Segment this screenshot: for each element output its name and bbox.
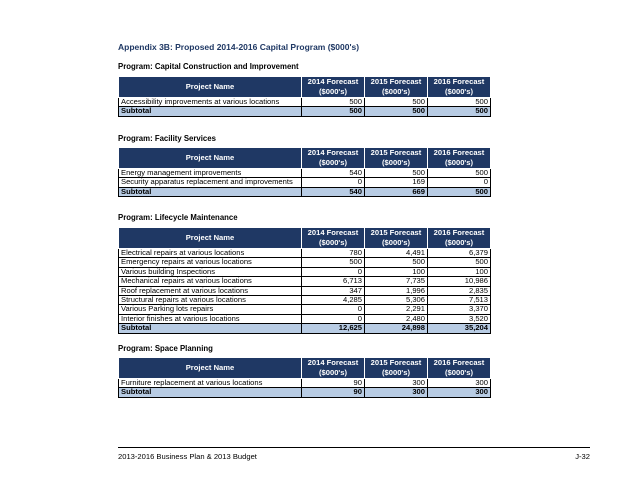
value-2015: 100	[365, 267, 428, 276]
program-title: Program: Space Planning	[118, 344, 213, 353]
header-2016: 2016 Forecast ($000's)	[428, 148, 491, 169]
value-2015: 500	[365, 98, 428, 107]
value-2015: 500	[365, 169, 428, 178]
project-name: Electrical repairs at various locations	[119, 249, 302, 258]
table-row	[119, 267, 491, 276]
table-row	[119, 249, 491, 258]
project-name: Emergency repairs at various locations	[119, 258, 302, 267]
value-2014: 347	[302, 286, 365, 295]
value-2016: 0	[428, 178, 491, 187]
header-2015: 2015 Forecast ($000's)	[365, 148, 428, 169]
subtotal-label: Subtotal	[119, 388, 302, 397]
value-2014: 0	[302, 305, 365, 314]
value-2016: 7,513	[428, 296, 491, 305]
project-name: Various building Inspections	[119, 267, 302, 276]
header-2016: 2016 Forecast ($000's)	[428, 77, 491, 98]
subtotal-row	[119, 187, 491, 196]
header-2016: 2016 Forecast ($000's)	[428, 228, 491, 249]
subtotal-label: Subtotal	[119, 324, 302, 333]
subtotal-label: Subtotal	[119, 187, 302, 196]
table-row	[119, 286, 491, 295]
table-header-row	[119, 77, 491, 98]
project-name: Accessibility improvements at various locations	[119, 98, 302, 107]
value-2016: 3,370	[428, 305, 491, 314]
header-2015: 2015 Forecast ($000's)	[365, 358, 428, 379]
table-header-row	[119, 228, 491, 249]
subtotal-2016: 500	[428, 187, 491, 196]
value-2014: 4,285	[302, 296, 365, 305]
program-title: Program: Capital Construction and Improvement	[118, 62, 299, 71]
header-2014: 2014 Forecast ($000's)	[302, 148, 365, 169]
subtotal-row	[119, 107, 491, 116]
table-row	[119, 178, 491, 187]
value-2015: 7,735	[365, 277, 428, 286]
value-2015: 4,491	[365, 249, 428, 258]
value-2016: 300	[428, 379, 491, 388]
header-2015: 2015 Forecast ($000's)	[365, 77, 428, 98]
subtotal-row	[119, 388, 491, 397]
value-2014: 540	[302, 169, 365, 178]
footer-divider	[118, 447, 590, 448]
footer-page-number: J-32	[575, 452, 590, 461]
subtotal-2014: 12,625	[302, 324, 365, 333]
project-name: Security apparatus replacement and improvements	[119, 178, 302, 187]
value-2016: 500	[428, 169, 491, 178]
value-2015: 300	[365, 379, 428, 388]
table-row	[119, 169, 491, 178]
value-2014: 0	[302, 314, 365, 323]
value-2014: 0	[302, 178, 365, 187]
value-2014: 500	[302, 98, 365, 107]
subtotal-2014: 90	[302, 388, 365, 397]
project-name: Interior finishes at various locations	[119, 314, 302, 323]
value-2015: 2,291	[365, 305, 428, 314]
header-project-name: Project Name	[119, 148, 302, 169]
project-name: Structural repairs at various locations	[119, 296, 302, 305]
table-row	[119, 277, 491, 286]
subtotal-2015: 24,898	[365, 324, 428, 333]
value-2016: 3,520	[428, 314, 491, 323]
program-table	[118, 227, 491, 334]
table-row	[119, 98, 491, 107]
table-row	[119, 305, 491, 314]
header-project-name: Project Name	[119, 77, 302, 98]
table-row	[119, 258, 491, 267]
header-project-name: Project Name	[119, 358, 302, 379]
table-row	[119, 314, 491, 323]
subtotal-2014: 500	[302, 107, 365, 116]
table-row	[119, 379, 491, 388]
subtotal-row	[119, 324, 491, 333]
header-2014: 2014 Forecast ($000's)	[302, 77, 365, 98]
table-header-row	[119, 358, 491, 379]
subtotal-2015: 669	[365, 187, 428, 196]
program-title: Program: Lifecycle Maintenance	[118, 213, 238, 222]
subtotal-label: Subtotal	[119, 107, 302, 116]
program-title: Program: Facility Services	[118, 134, 216, 143]
header-project-name: Project Name	[119, 228, 302, 249]
project-name: Furniture replacement at various locations	[119, 379, 302, 388]
value-2016: 100	[428, 267, 491, 276]
table-header-row	[119, 148, 491, 169]
header-2016: 2016 Forecast ($000's)	[428, 358, 491, 379]
value-2014: 780	[302, 249, 365, 258]
subtotal-2016: 35,204	[428, 324, 491, 333]
subtotal-2015: 300	[365, 388, 428, 397]
value-2015: 1,996	[365, 286, 428, 295]
value-2014: 0	[302, 267, 365, 276]
value-2014: 6,713	[302, 277, 365, 286]
value-2015: 5,306	[365, 296, 428, 305]
subtotal-2016: 300	[428, 388, 491, 397]
header-2014: 2014 Forecast ($000's)	[302, 228, 365, 249]
value-2014: 500	[302, 258, 365, 267]
project-name: Various Parking lots repairs	[119, 305, 302, 314]
value-2014: 90	[302, 379, 365, 388]
program-table	[118, 147, 491, 197]
value-2015: 169	[365, 178, 428, 187]
appendix-title: Appendix 3B: Proposed 2014-2016 Capital Program ($000's)	[118, 42, 360, 52]
footer-document-title: 2013-2016 Business Plan & 2013 Budget	[118, 452, 257, 461]
table-row	[119, 296, 491, 305]
value-2016: 500	[428, 98, 491, 107]
value-2015: 500	[365, 258, 428, 267]
program-table	[118, 357, 491, 398]
value-2015: 2,480	[365, 314, 428, 323]
value-2016: 10,986	[428, 277, 491, 286]
subtotal-2016: 500	[428, 107, 491, 116]
program-table	[118, 76, 491, 117]
project-name: Roof replacement at various locations	[119, 286, 302, 295]
project-name: Energy management improvements	[119, 169, 302, 178]
project-name: Mechanical repairs at various locations	[119, 277, 302, 286]
value-2016: 6,379	[428, 249, 491, 258]
subtotal-2014: 540	[302, 187, 365, 196]
value-2016: 500	[428, 258, 491, 267]
subtotal-2015: 500	[365, 107, 428, 116]
header-2015: 2015 Forecast ($000's)	[365, 228, 428, 249]
header-2014: 2014 Forecast ($000's)	[302, 358, 365, 379]
value-2016: 2,835	[428, 286, 491, 295]
